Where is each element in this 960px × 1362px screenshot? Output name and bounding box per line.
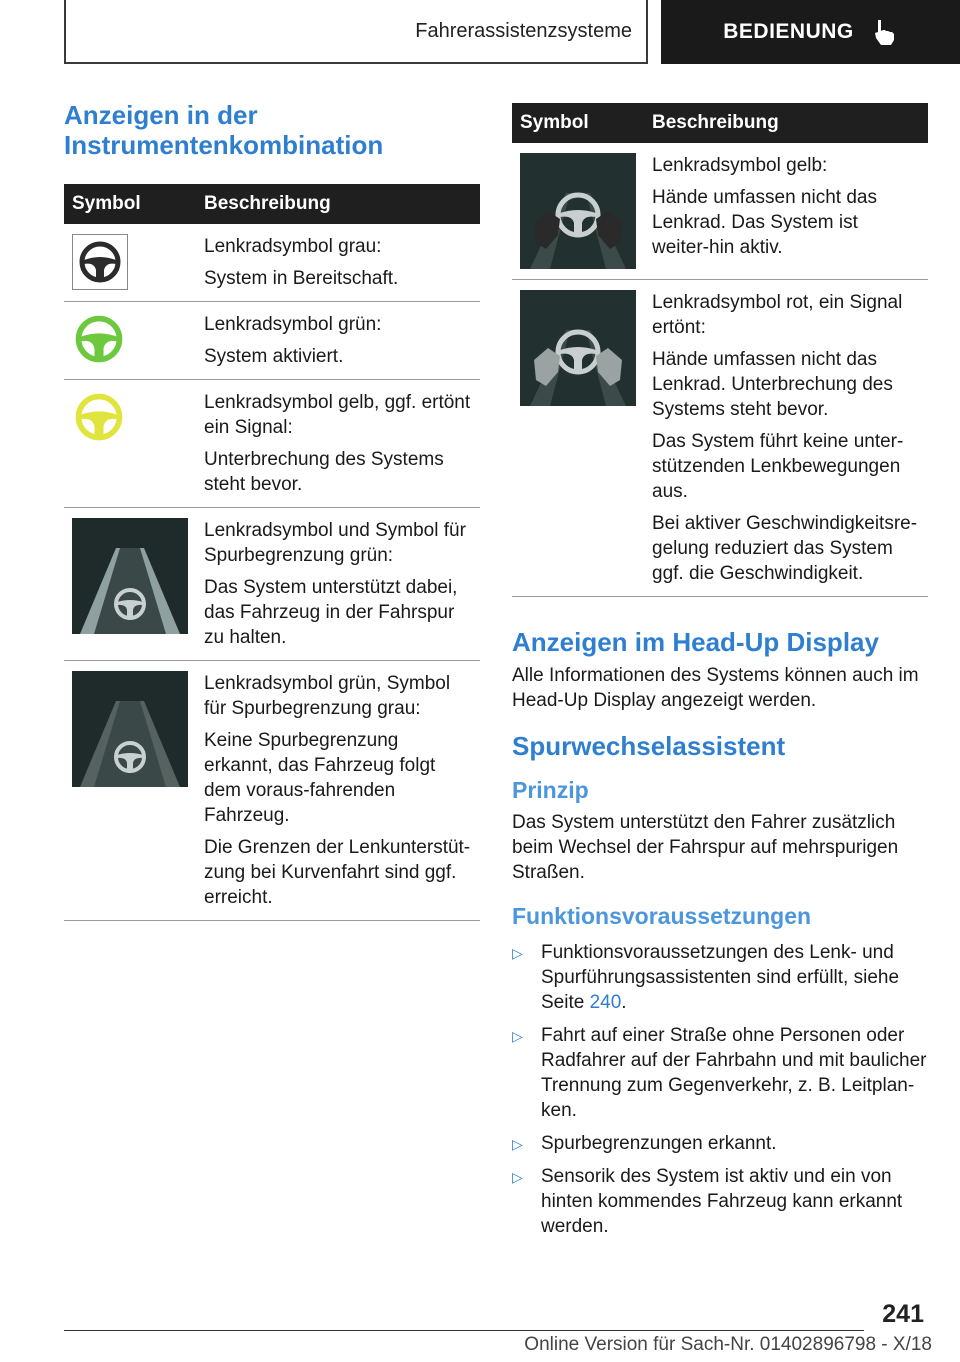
description-line: Lenkradsymbol grün: <box>204 314 382 335</box>
header-chapter-tab <box>661 0 960 64</box>
description-line: Lenkradsymbol grün, Symbol für Spurbegrenzung grau: <box>204 673 451 719</box>
section-heading-instrument: Anzeigen in der Instrumentenkombination <box>64 100 384 160</box>
symbol-table-right <box>512 103 928 597</box>
table-row <box>64 302 480 380</box>
prerequisites-list <box>512 940 928 1239</box>
list-item-text: Spurbegrenzungen erkannt. <box>541 1133 777 1154</box>
description-line: Lenkradsymbol gelb: <box>652 155 828 176</box>
hands-off-red-display-icon <box>520 290 636 406</box>
principle-paragraph: Das System unterstützt den Fahrer zusätzlich beim Wechsel der Fahrspur auf mehrspurigen Straßen. <box>512 812 899 883</box>
description-line: Lenkradsymbol und Symbol für Spurbegrenzung grün: <box>204 520 466 566</box>
table-row <box>64 508 480 661</box>
description-line: System aktiviert. <box>204 346 344 367</box>
description-line: Lenkradsymbol grau: <box>204 236 382 257</box>
list-item-suffix: . <box>621 992 627 1013</box>
footer-divider <box>64 1330 864 1331</box>
description-line: Lenkradsymbol rot, ein Signal ertönt: <box>652 292 903 338</box>
subheading-principle: Prinzip <box>512 777 589 803</box>
pointing-hand-icon <box>872 18 898 46</box>
list-item-text: Sensorik des System ist aktiv und ein von hinten kommendes Fahrzeug kann erkannt werden. <box>541 1166 903 1237</box>
description-line: Lenkradsymbol gelb, ggf. ertönt ein Signal: <box>204 392 471 438</box>
list-item-text: Funktionsvoraussetzungen des Lenk- und Spurführungsassistenten sind erfüllt, siehe Seite <box>541 942 900 1013</box>
description-line: Das System führt keine unter-stützenden Lenkbewegungen aus. <box>652 431 904 502</box>
list-item-text: Fahrt auf einer Straße ohne Personen oder Radfahrer auf der Fahrbahn und mit baulicher Trennung zum Gegenverkehr, z. B. Leitplan-ken. <box>541 1025 927 1121</box>
table-header-symbol: Symbol <box>512 103 644 143</box>
table-header-description: Beschreibung <box>196 184 480 224</box>
section-heading-hud: Anzeigen im Head-Up Display <box>512 627 879 657</box>
list-item <box>512 1164 928 1239</box>
table-row <box>64 380 480 508</box>
header-section-tab <box>64 0 648 64</box>
left-column <box>64 100 480 921</box>
list-item <box>512 1023 928 1123</box>
description-line: Bei aktiver Geschwindigkeitsre-gelung reduziert das System ggf. die Geschwindigkeit. <box>652 513 918 584</box>
table-row <box>64 224 480 302</box>
list-item <box>512 1131 928 1156</box>
table-row <box>512 280 928 597</box>
steering-wheel-yellow-icon <box>72 390 126 444</box>
triangle-bullet-icon: ▷ <box>512 1169 523 1185</box>
symbol-table-left <box>64 184 480 921</box>
header-section-title: Fahrerassistenzsysteme <box>415 19 632 42</box>
subheading-prerequisites: Funktionsvoraussetzungen <box>512 903 812 929</box>
right-column <box>512 103 928 1247</box>
steering-wheel-green-icon <box>72 312 126 366</box>
description-line: Hände umfassen nicht das Lenkrad. Unterbrechung des Systems steht bevor. <box>652 349 893 420</box>
lane-green-display-icon <box>72 518 188 634</box>
list-item <box>512 940 928 1015</box>
table-header-symbol: Symbol <box>64 184 196 224</box>
page-number: 241 <box>882 1300 924 1328</box>
header-chapter-label: BEDIENUNG <box>723 20 854 43</box>
description-line: Keine Spurbegrenzung erkannt, das Fahrzeug folgt dem voraus-fahrenden Fahrzeug. <box>204 730 436 826</box>
steering-wheel-grey-icon <box>72 234 128 290</box>
section-heading-lane-change: Spurwechselassistent <box>512 731 786 761</box>
hud-paragraph: Alle Informationen des Systems können auch im Head-Up Display angezeigt werden. <box>512 665 919 711</box>
hands-off-yellow-display-icon <box>520 153 636 269</box>
table-row <box>64 661 480 921</box>
table-header-description: Beschreibung <box>644 103 928 143</box>
lane-grey-display-icon <box>72 671 188 787</box>
triangle-bullet-icon: ▷ <box>512 1136 523 1152</box>
triangle-bullet-icon: ▷ <box>512 945 523 961</box>
description-line: Die Grenzen der Lenkunterstüt-zung bei Kurvenfahrt sind ggf. erreicht. <box>204 837 471 908</box>
page-reference-link[interactable]: 240 <box>589 992 622 1013</box>
description-line: Unterbrechung des Systems steht bevor. <box>204 449 444 495</box>
description-line: Hände umfassen nicht das Lenkrad. Das System ist weiter-hin aktiv. <box>652 187 877 258</box>
description-line: System in Bereitschaft. <box>204 268 399 289</box>
description-line: Das System unterstützt dabei, das Fahrzeug in der Fahrspur zu halten. <box>204 577 458 648</box>
footer-version-text: Online Version für Sach-Nr. 01402896798 - X/18 <box>524 1334 932 1355</box>
table-row <box>512 143 928 280</box>
triangle-bullet-icon: ▷ <box>512 1028 523 1044</box>
